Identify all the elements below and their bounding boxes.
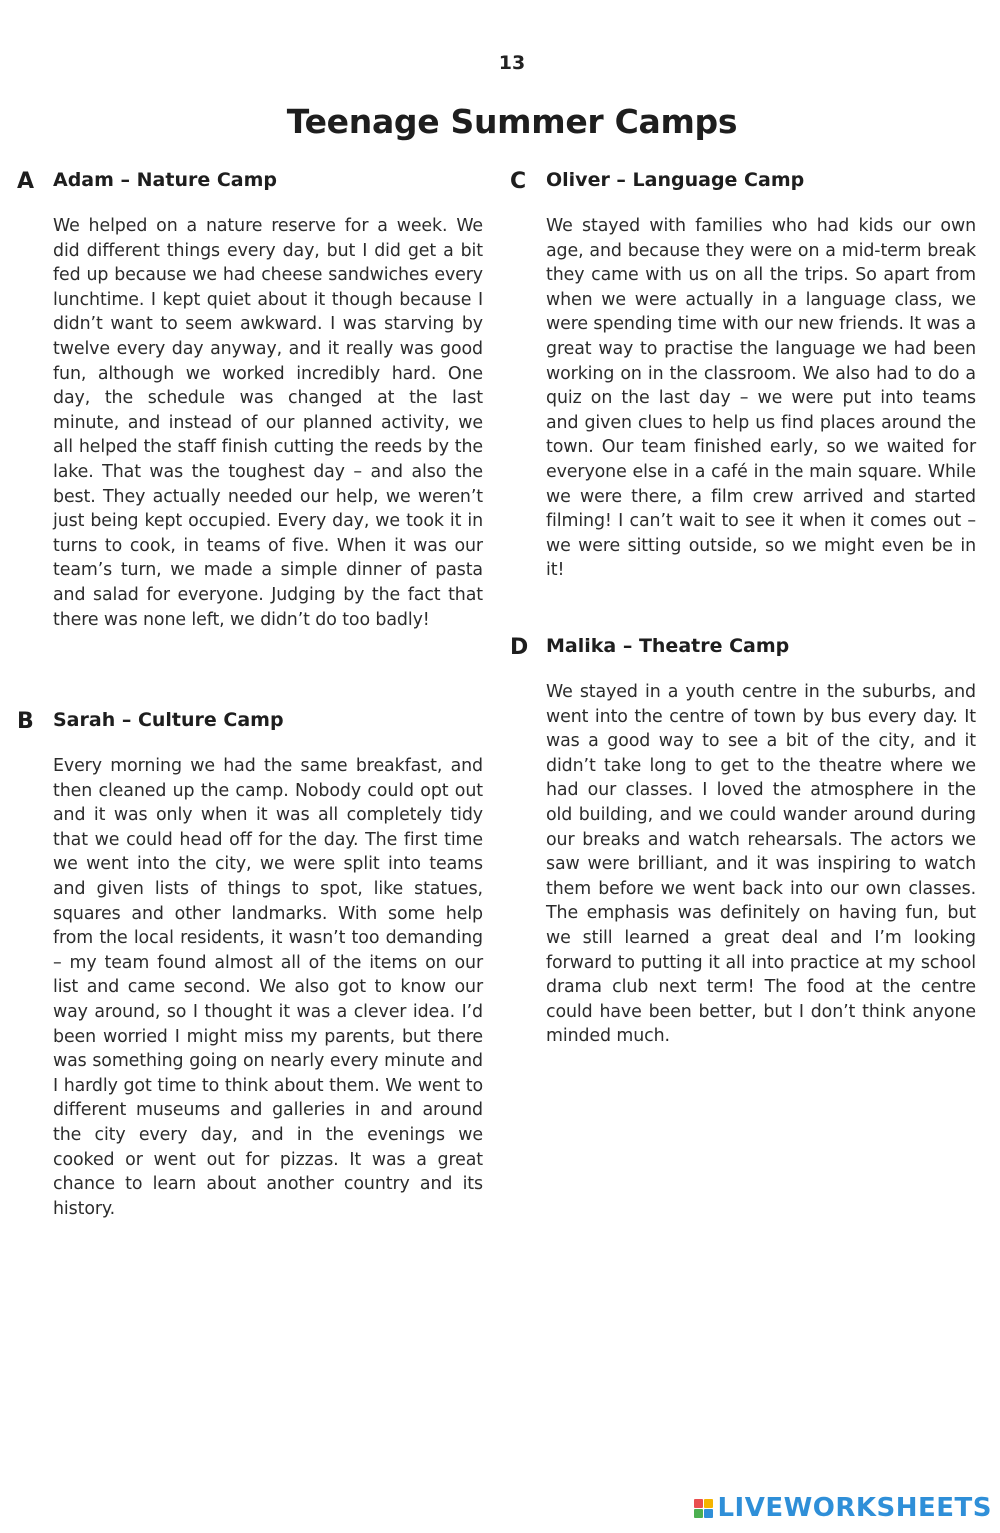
section-d bbox=[510, 633, 976, 1049]
section-text: We stayed with families who had kids our own age, and because they were on a mid-term break they came with us on all the trips. So apart from when we were actually in a language class, we were spending time with our new friends. It was a great way to practise the language we had been working on in the classroom. We also had to do a quiz on the last day – we were put into teams and given clues to help us find places around the town. Our team finished early, so we waited for everyone else in a café in the main square. While we were there, a film crew arrived and started filming! I can’t wait to see it when it comes out – we were sitting outside, so we might even be in it! bbox=[546, 216, 976, 581]
logo-block bbox=[704, 1509, 713, 1518]
page-title: Teenage Summer Camps bbox=[286, 102, 738, 141]
section-letter: B bbox=[17, 709, 34, 734]
section-text: We helped on a nature reserve for a week. We did different things every day, but I did get a bit fed up because we had cheese sandwiches every lunchtime. I kept quiet about it though because I didn’t want to seem awkward. I was starving by twelve every day anyway, and it really was good fun, although we worked incredibly hard. One day, the schedule was changed at the last minute, and instead of our planned activity, we all helped the staff finish cutting the reeds by the lake. That was the toughest day – and also the best. They actually needed our help, we weren’t just being kept occupied. Every day, we took it in turns to cook, in teams of five. When it was our team’s turn, we made a simple dinner of pasta and salad for everyone. Judging by the fact that there was none left, we didn’t do too badly! bbox=[53, 216, 483, 630]
logo-text: LIVEWORKSHEETS bbox=[717, 1493, 992, 1523]
logo-blocks-icon bbox=[694, 1499, 713, 1518]
section-text: We stayed in a youth centre in the suburbs, and went into the centre of town by bus every day. It was a good way to see a bit of the city, and it didn’t take long to get to the theatre where we had our classes. I loved the atmosphere in the old building, and we could wander around during our breaks and watch rehearsals. The actors we saw were brilliant, and it was inspiring to watch them before we went back into our own classes. The emphasis was definitely on having fun, but we still learned a great deal and I’m looking forward to putting it all into practice at my school drama club next term! The food at the centre could have been better, but I don’t think anyone minded much. bbox=[546, 682, 976, 1047]
section-a bbox=[17, 167, 483, 632]
section-letter: A bbox=[17, 169, 35, 194]
logo-block bbox=[694, 1509, 703, 1518]
logo-block bbox=[704, 1499, 713, 1508]
section-heading: Oliver – Language Camp bbox=[546, 169, 805, 191]
section-letter: D bbox=[510, 635, 529, 660]
liveworksheets-logo[interactable] bbox=[694, 1495, 992, 1521]
section-heading: Sarah – Culture Camp bbox=[53, 709, 284, 731]
section-text: Every morning we had the same breakfast, and then cleaned up the camp. Nobody could opt out and it was only when it was all completely tidy that we could head off for the day. The first time we went into the city, we were split into teams and given lists of things to spot, like statues, squares and other landmarks. With some help from the local residents, it wasn’t too demanding – my team found almost all of the items on our list and came second. We also got to know our way around, so I thought it was a clever idea. I’d been worried I might miss my parents, but there was something going on nearly every minute and I hardly got time to think about them. We went to different museums and galleries in and around the city every day, and in the evenings we cooked or went out for pizzas. It was a great chance to learn about another country and its history. bbox=[53, 756, 483, 1219]
section-b bbox=[17, 707, 483, 1221]
section-heading: Malika – Theatre Camp bbox=[546, 635, 790, 657]
page-number: 13 bbox=[498, 52, 526, 74]
section-heading: Adam – Nature Camp bbox=[53, 169, 278, 191]
section-c bbox=[510, 167, 976, 583]
logo-block bbox=[694, 1499, 703, 1508]
section-letter: C bbox=[510, 169, 527, 194]
